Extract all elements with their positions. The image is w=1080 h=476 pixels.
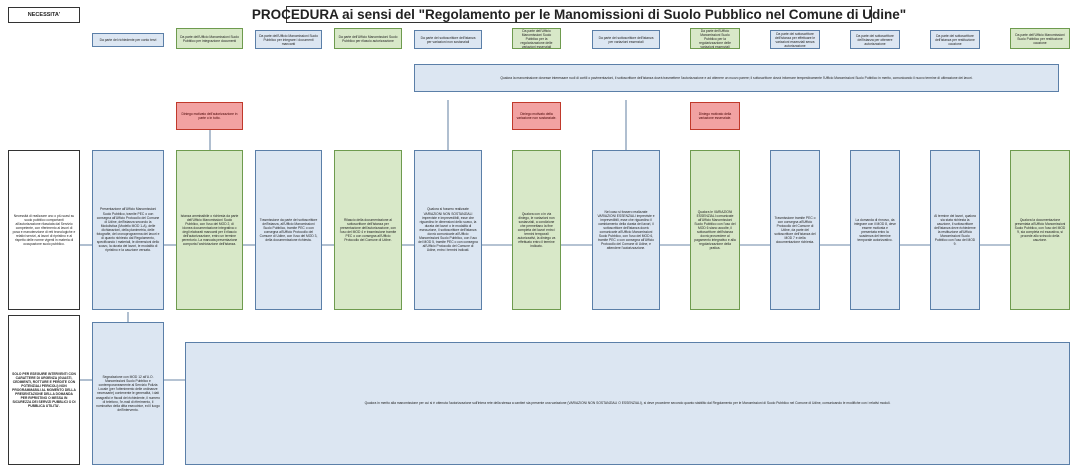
step-non-substantial-variations: Qualora si fossero realizzate VARIAZIONI NON SOSTANZIALI impreviste e imprevedibili, esse che riguardino le dimensioni dello scavo, la durata dei lavori o le modalità di esecuzione, il sottoscrittore dell'istanza dovrà comunicarle all'Ufficio Manomissioni Suolo Pubblico, con l'uso del MOD 5, tramite PEC o con consegna all'Ufficio Protocollo del Comune di Udine, entro i termini indicati. (414, 150, 482, 310)
row-label-urgent: SOLO PER ESEGUIRE INTERVENTI CON CARATTERE DI URGENZA (GUASTI, CEDIMENTI, ROTTURE E PERDITE CON POTENZIALI PERICOLI) NON PROGRAMMABILI AL MOMENTO DELLA PRESENTAZIONE DELLA DOMANDA PER RIPRISTINO O MESSA IN SICUREZZA DEI SERVIZI PUBBLICI O DI PUBBLICA UTILITA'. (8, 315, 80, 465)
page-title: PROCEDURA ai sensi del "Regolamento per le Manomissioni di Suolo Pubblico nel Comune di Udine" (251, 7, 907, 22)
step-renewal-request: La domanda di rinnovo, da integrare con il MOD 8, deve essere motivata e presentata entro la scadenza del termine temporale autorizzativo. (850, 150, 900, 310)
column-header-8: Da parte dell'Ufficio Manomissioni Suolo Pubblico per la regolarizzazione delle variazioni essenziali (690, 28, 740, 49)
step-urgent-signal: Segnalazione con MOD 12 all'U.O. Manomissioni Suolo Pubblico e contemporaneamente al Servizio Polizia Locale (per l'ottenimento delle ordinanze necessarie) contenente le generalità, i dati anagrafici e fiscali del richiedente, il numero di telefono, l'e-mail di riferimento, il nominativo della ditta esecutrice, ed il luogo dell'intervento. (92, 322, 164, 465)
step-authorization-release: Rilascio della documentazione al sottoscrittore dell'istanza per presentazione dell'autorizzazione, con l'uso del MOD 4 e trasmissione tramite PEC o con consegna all'Ufficio Protocollo del Comune di Udine. (334, 150, 402, 310)
column-header-6: Da parte dell'Ufficio Manomissioni Suolo Pubblico per la regolarizzazione delle variazioni essenziali (512, 28, 561, 49)
top-note: Qualora la manomissione dovesse interessare ruoli di cortili o pavimentazioni, il sottoscrittore dell'istanza dovrà trasmettere l'autorizzazione e ad ottenere un nuovo parere; il sottoscrittore dovrà informare tempestivamente l'Ufficio Manomissioni Suolo Pubblico in merito, comunicando il nuovo termine di ultimazione dei lavori. (414, 64, 1059, 92)
bottom-note: Qualora in merito alla manomissione per cui si è ottenuta l'autorizzazione sull'intera rete della stessa a cantieri sia presente una variazione (VARIAZIONI NON SOSTANZIALI O ESSENZIALI), si deve procedere secondo quanto stabilito dal Regolamento per le Manomissioni di Suolo Pubblico nel Comune di Udine, comunicando le modifiche con i relativi moduli. (185, 342, 1070, 465)
column-header-11: Da parte del sottoscrittore dell'istanza per restituzione cauzione (930, 30, 980, 49)
step-essential-regularization: Qualora le VARIAZIONI ESSENZIALI comunicate all'Ufficio Manomissioni Suolo Pubblico con l'uso del MOD 6 siano accolte, il sottoscrittore dell'istanza dovrà provvedere al pagamento integrativo e alla regolarizzazione della pratica. (690, 150, 740, 310)
red-note-1: Diniego motivato dell'autorizzazione in parte o in tutto. (176, 102, 243, 130)
row-label-standard: Necessità di realizzare uno o più scavi su suolo pubblico comportanti all'autorizzazione rilasciata dal Servizio competente, con riferimento ai lavori di posa e manutenzione di reti tecnologiche e relativi servizi, ai lavori di ripristino e al rispetto delle norme vigenti in materia di occupazione suolo pubblico. (8, 150, 80, 310)
column-header-3: Da parte dell'Ufficio Manomissioni Suolo Pubblico per integrare i documenti mancanti (255, 30, 322, 49)
column-header-10: Da parte del sottoscrittore dell'istanza per ottenere autorizzazione (850, 30, 900, 49)
column-header-5: Da parte del sottoscrittore dell'istanza per variazioni non sostanziali (414, 30, 482, 49)
column-header-12: Da parte dell'Ufficio Manomissioni Suolo Pubblico per restituzione cauzione (1010, 28, 1070, 49)
step-non-substantial-approval: Qualora con o in via diniego, le variazioni non sostanziali, a condizione che permettano la fine completa dei lavori entro i termini temporali autorizzativi, la diniego va effettuato entro il termine indicato. (512, 150, 561, 310)
column-header-1: Da parte del richiedente per conto terzi (92, 33, 164, 47)
step-presentation: Presentazione all'Ufficio Manomissioni Suolo Pubblico, tramite PEC o con consegna all'Ufficio Protocollo del Comune di Udine, dell'istanza secondo la Modulistica (Modello MOD 1-A), delle dichiarazioni, della planimetria, delle fotografie, del cronoprogramma dei lavori e di quanto richiesto dal Regolamento, specificando i materiali, le dimensioni dello scavo, la durata dei lavori, le modalità di ripristino e la cauzione versata. (92, 150, 164, 310)
step-mod7-transmission: Trasmissione tramite PEC o con consegna all'Ufficio Protocollo del Comune di Udine, da parte del sottoscrittore dell'istanza del MOD 7 e della documentazione richiesta. (770, 150, 820, 310)
column-header-2: Da parte dell'Ufficio Manomissioni Suolo Pubblico per integrazione documenti (176, 28, 243, 49)
red-note-3: Diniego motivato della variazione essenziale. (690, 102, 740, 130)
red-note-2: Diniego motivato della variazione non sostanziale. (512, 102, 561, 130)
step-deposit-release: Qualora la documentazione presentata all'Ufficio Manomissioni Suolo Pubblico, con l'uso del MOD 9, sia completa ed esaustiva, si procede allo svincolo della cauzione. (1010, 150, 1070, 310)
column-header-9: Da parte del sottoscrittore dell'istanza per effettuare le variazioni essenziali senza autorizzazione (770, 30, 820, 49)
step-deposit-refund-request: Al termine dei lavori, qualora sia stata richiesta la cauzione, il sottoscrittore dell'istanza deve richiederne la restituzione all'Ufficio Manomissioni Suolo Pubblico con l'uso del MOD 9. (930, 150, 980, 310)
step-essential-variations: Nel caso si fossero realizzate VARIAZIONI ESSENZIALI impreviste e imprevedibili, esse che riguardino il cambiamento della durata dei lavori, il sottoscrittore dell'istanza dovrà comunicarle all'Ufficio Manomissioni Suolo Pubblico, con l'uso del MOD 6, tramite PEC o con consegna all'Ufficio Protocollo del Comune di Udine, e attendere l'autorizzazione. (592, 150, 660, 310)
need-label: NECESSITA' (8, 7, 80, 23)
column-header-7: Da parte del sottoscrittore dell'istanza per variazioni essenziali (592, 30, 660, 49)
step-document-transmission: Trasmissione da parte del sottoscrittore dell'istanza, all'Ufficio Manomissioni Suolo Pubblico, tramite PEC o con consegna all'Ufficio Protocollo del Comune di Udine, con l'uso del MOD 3, della documentazione richiesta. (255, 150, 322, 310)
step-integration-request: Istanza ammissibile o richiesta da parte dell'Ufficio Manomissioni Suolo Pubblico, con l'uso del MOD 2, di idonea documentazione integrativa o degli elaborati mancanti per il rilascio dell'autorizzazione, entro un termine perentorio. La mancata presentazione comporta l'archiviazione dell'istanza. (176, 150, 243, 310)
column-header-4: Da parte dell'Ufficio Manomissioni Suolo Pubblico per rilascio autorizzazione (334, 28, 402, 49)
